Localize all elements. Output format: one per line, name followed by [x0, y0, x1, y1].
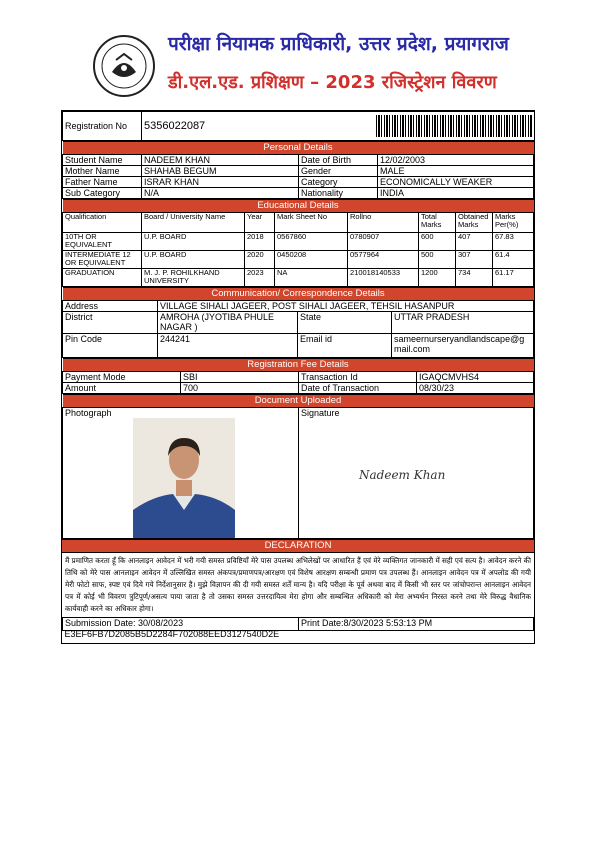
- photograph-label: Photograph: [65, 408, 112, 418]
- registration-form: [61, 110, 535, 644]
- mark-sheet-no: NA: [275, 269, 348, 287]
- board: M. J. P. ROHILKHAND UNIVERSITY: [142, 269, 245, 287]
- section-declaration: DECLARATION: [62, 540, 534, 553]
- roll-no: 0577964: [348, 251, 419, 269]
- field-label: Transaction Id: [299, 372, 417, 383]
- mark-sheet-no: 0567860: [275, 233, 348, 251]
- section-fee-details: Registration Fee Details: [63, 359, 534, 372]
- obtained-marks: 407: [456, 233, 493, 251]
- signature-image: Nadeem Khan: [359, 468, 446, 482]
- district: AMROHA (JYOTIBA PHULE NAGAR ): [158, 312, 298, 334]
- authority-title: परीक्षा नियामक प्राधिकारी, उत्तर प्रदेश, प्रयागराज: [168, 33, 509, 55]
- nationality: INDIA: [378, 188, 534, 199]
- field-label: Category: [299, 177, 378, 188]
- roll-no: 0780907: [348, 233, 419, 251]
- transaction-date: 08/30/23: [417, 383, 534, 394]
- column-header: Total Marks: [419, 213, 456, 233]
- applicant-photograph: [133, 418, 235, 538]
- marks-percent: 61.17: [493, 269, 534, 287]
- gender: MALE: [378, 166, 534, 177]
- submission-date: Submission Date: 30/08/2023: [63, 618, 299, 631]
- obtained-marks: 307: [456, 251, 493, 269]
- year: 2020: [245, 251, 275, 269]
- father-name: ISRAR KHAN: [142, 177, 299, 188]
- field-label: District: [63, 312, 158, 334]
- obtained-marks: 734: [456, 269, 493, 287]
- mark-sheet-no: 0450208: [275, 251, 348, 269]
- column-header: Board / University Name: [142, 213, 245, 233]
- field-label: Email id: [298, 334, 392, 358]
- section-personal-details: Personal Details: [63, 142, 534, 155]
- field-label: Student Name: [63, 155, 142, 166]
- mother-name: SHAHAB BEGUM: [142, 166, 299, 177]
- table-row: [63, 233, 534, 251]
- section-documents: Document Uploaded: [63, 395, 534, 408]
- column-header: Mark Sheet No: [275, 213, 348, 233]
- field-label: Gender: [299, 166, 378, 177]
- year: 2018: [245, 233, 275, 251]
- registration-label: Registration No: [63, 112, 142, 141]
- field-label: Payment Mode: [63, 372, 181, 383]
- field-label: Amount: [63, 383, 181, 394]
- column-header: Qualification: [63, 213, 142, 233]
- field-label: Father Name: [63, 177, 142, 188]
- state-emblem-icon: [92, 34, 156, 98]
- year: 2023: [245, 269, 275, 287]
- signature-label: Signature: [301, 408, 340, 418]
- field-label: Date of Transaction: [299, 383, 417, 394]
- roll-no: 210018140533: [348, 269, 419, 287]
- qualification: INTERMEDIATE 12 OR EQUIVALENT: [63, 251, 142, 269]
- field-label: Mother Name: [63, 166, 142, 177]
- sub-category: N/A: [142, 188, 299, 199]
- section-educational-details: Educational Details: [63, 200, 534, 213]
- field-label: Address: [63, 301, 158, 312]
- field-label: Date of Birth: [299, 155, 378, 166]
- registration-number: 5356022087: [144, 120, 206, 132]
- transaction-id: IGAQCMVHS4: [417, 372, 534, 383]
- photograph-cell: [63, 408, 299, 539]
- state: UTTAR PRADESH: [392, 312, 534, 334]
- field-label: State: [298, 312, 392, 334]
- amount: 700: [181, 383, 299, 394]
- address: VILLAGE SIHALI JAGEER, POST SIHALI JAGEER, TEHSIL HASANPUR: [158, 301, 534, 312]
- category: ECONOMICALLY WEAKER: [378, 177, 534, 188]
- qualification: GRADUATION: [63, 269, 142, 287]
- barcode: [376, 115, 532, 137]
- column-header: Rollno: [348, 213, 419, 233]
- form-title: डी.एल.एड. प्रशिक्षण – 2023 रजिस्ट्रेशन विवरण: [168, 72, 497, 93]
- board: U.P. BOARD: [142, 233, 245, 251]
- column-header: Obtained Marks: [456, 213, 493, 233]
- pin-code: 244241: [158, 334, 298, 358]
- field-label: Sub Category: [63, 188, 142, 199]
- board: U.P. BOARD: [142, 251, 245, 269]
- total-marks: 1200: [419, 269, 456, 287]
- section-communication-details: Communication/ Correspondence Details: [63, 288, 534, 301]
- column-header: Year: [245, 213, 275, 233]
- qualification: 10TH OR EQUIVALENT: [63, 233, 142, 251]
- total-marks: 500: [419, 251, 456, 269]
- document-hash: E3EF6FB7D2085B5D2284F702088EED3127540D2E: [64, 630, 280, 639]
- field-label: Nationality: [299, 188, 378, 199]
- document-header: [92, 30, 562, 102]
- student-name: NADEEM KHAN: [142, 155, 299, 166]
- total-marks: 600: [419, 233, 456, 251]
- signature-cell: [299, 408, 534, 539]
- marks-percent: 67.83: [493, 233, 534, 251]
- print-date: Print Date:8/30/2023 5:53:13 PM: [299, 618, 534, 631]
- column-header: Marks Per(%): [493, 213, 534, 233]
- date-of-birth: 12/02/2003: [378, 155, 534, 166]
- declaration-text: मैं प्रमाणित करता हूँ कि आनलाइन आवेदन में भरी गयी समस्त प्रविष्टियाँ मेरे पास उपलब्ध अभिलेखों पर आधारित हैं एवं मेरे व्यक्तिगत जानकारी में सही एवं सत्य है। आवेदन करने की तिथि को मेरे पास आनलाइन आवेदन में उल्लिखित समस्त अंकपत्र/प्रमाणपत्र/आरक्षण एवं विशेष आरक्षण सम्बन्धी प्रमाण पत्र उपलब्ध हैं। आनलाइन आवेदन पत्र में अपलोड की गयी मेरी फोटो साफ, स्पष्ट एवं दिये गये निर्देशानुसार है। मुझे विज्ञापन की दी गयी समस्त शर्तें मान्य है। यदि परीक्षा के पूर्व अथवा बाद में किसी भी स्तर पर जांचोपरान्त आनलाइन आवेदन पत्र में कोई भी विवरण त्रुटिपूर्ण/असत्य पाया जाता है तो उसका समस्त उत्तरदायित्व मेरा होगा और सम्बन्धित अधिकारी को मेरा अभ्यर्थन निरस्त करने तथा मेरे विरुद्ध वैधानिक कार्यवाही करने का अधिकार होगा।: [65, 556, 531, 613]
- table-row: [63, 251, 534, 269]
- marks-percent: 61.4: [493, 251, 534, 269]
- table-row: [63, 269, 534, 287]
- email: sameernurseryandlandscape@gmail.com: [392, 334, 534, 358]
- payment-mode: SBI: [181, 372, 299, 383]
- field-label: Pin Code: [63, 334, 158, 358]
